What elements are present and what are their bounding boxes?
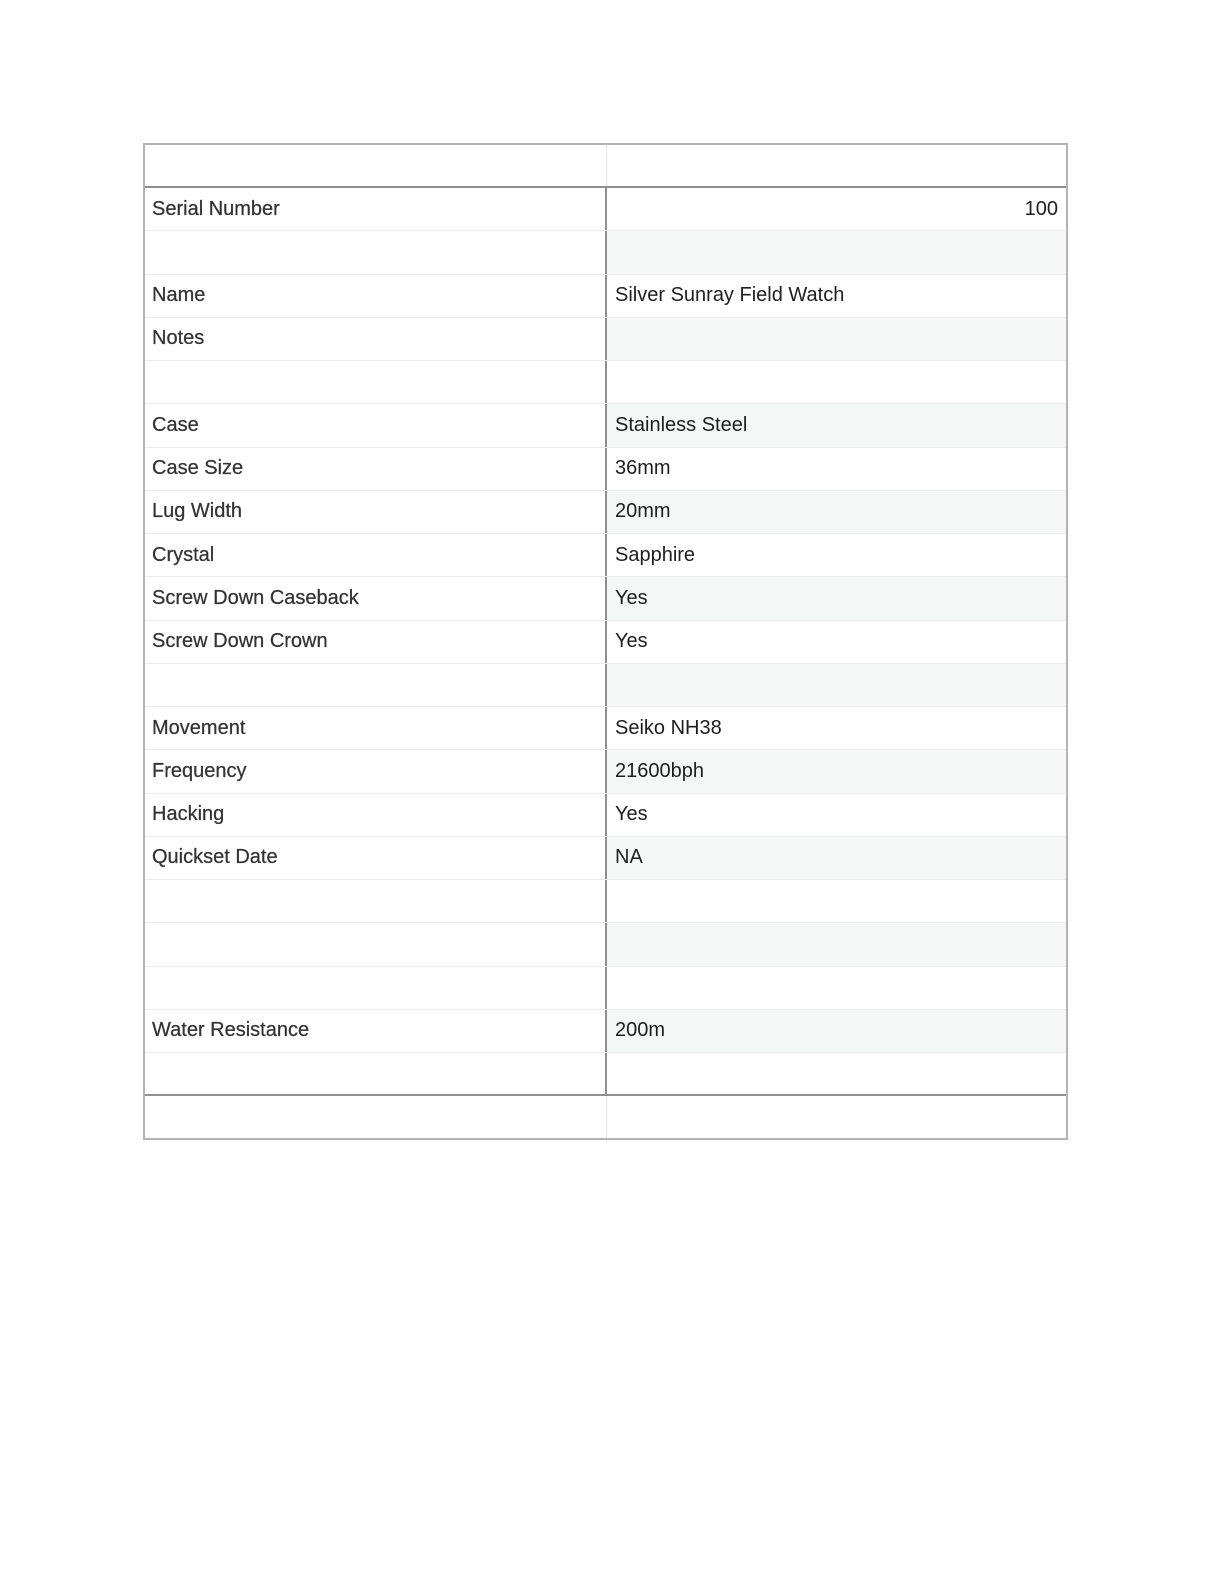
row-value-empty[interactable]	[607, 664, 1066, 706]
row-label-name[interactable]: Name	[145, 275, 607, 317]
spec-table	[143, 143, 1068, 1140]
row-value-notes[interactable]	[607, 318, 1066, 360]
header-value-cell[interactable]	[607, 145, 1066, 186]
header-key-cell[interactable]	[145, 145, 607, 186]
table-row	[145, 923, 1066, 966]
row-value-screw-down-crown[interactable]: Yes	[615, 630, 648, 653]
row-value-case[interactable]: Stainless Steel	[607, 404, 1066, 446]
row-label-screw-down-crown[interactable]: Screw Down Crown	[145, 621, 607, 663]
table-row	[145, 188, 1066, 231]
table-row	[145, 880, 1066, 923]
row-label-screw-down-caseback[interactable]: Screw Down Caseback	[145, 577, 607, 619]
row-value-case-size[interactable]: 36mm	[615, 457, 671, 480]
row-value-serial-number[interactable]: 100	[1024, 197, 1058, 220]
row-value-empty[interactable]	[607, 231, 1066, 273]
row-label-quickset-date[interactable]: Quickset Date	[145, 837, 607, 879]
row-label-empty[interactable]	[145, 361, 607, 403]
row-value-empty[interactable]	[607, 361, 1066, 403]
table-row	[145, 967, 1066, 1010]
row-value-empty[interactable]	[607, 880, 1066, 922]
row-value-empty[interactable]	[607, 1053, 1066, 1094]
row-value-movement[interactable]: Seiko NH38	[615, 716, 722, 739]
row-value-water-resistance[interactable]: 200m	[607, 1010, 1066, 1052]
row-value-frequency[interactable]: 21600bph	[607, 750, 1066, 792]
row-value-lug-width[interactable]: 20mm	[607, 491, 1066, 533]
row-label-frequency[interactable]: Frequency	[145, 750, 607, 792]
table-row	[145, 837, 1066, 880]
table-row	[145, 1053, 1066, 1096]
table-row	[145, 318, 1066, 361]
table-row	[145, 621, 1066, 664]
footer-key-cell[interactable]	[145, 1096, 607, 1138]
row-label-empty[interactable]	[145, 923, 607, 965]
row-label-lug-width[interactable]: Lug Width	[145, 491, 607, 533]
row-label-water-resistance[interactable]: Water Resistance	[145, 1010, 607, 1052]
row-value-name[interactable]: Silver Sunray Field Watch	[615, 284, 845, 307]
row-label-crystal[interactable]: Crystal	[145, 534, 607, 576]
table-row	[145, 750, 1066, 793]
row-label-empty[interactable]	[145, 967, 607, 1009]
footer-value-cell[interactable]	[607, 1096, 1066, 1138]
row-value-quickset-date[interactable]: NA	[607, 837, 1066, 879]
table-row	[145, 231, 1066, 274]
row-value-crystal[interactable]: Sapphire	[615, 543, 696, 566]
table-row	[145, 361, 1066, 404]
table-row	[145, 404, 1066, 447]
row-label-movement[interactable]: Movement	[145, 707, 607, 749]
table-row	[145, 707, 1066, 750]
row-label-serial-number[interactable]: Serial Number	[145, 188, 607, 230]
table-row	[145, 1010, 1066, 1053]
table-header-row	[145, 145, 1066, 188]
table-footer-row	[145, 1096, 1066, 1138]
row-value-empty[interactable]	[607, 923, 1066, 965]
table-row	[145, 275, 1066, 318]
row-label-empty[interactable]	[145, 664, 607, 706]
row-label-empty[interactable]	[145, 880, 607, 922]
row-label-empty[interactable]	[145, 1053, 607, 1094]
table-row	[145, 491, 1066, 534]
table-row	[145, 794, 1066, 837]
row-label-notes[interactable]: Notes	[145, 318, 607, 360]
row-label-empty[interactable]	[145, 231, 607, 273]
row-label-hacking[interactable]: Hacking	[145, 794, 607, 836]
table-row	[145, 534, 1066, 577]
table-row	[145, 664, 1066, 707]
row-value-hacking[interactable]: Yes	[615, 803, 648, 826]
row-value-screw-down-caseback[interactable]: Yes	[607, 577, 1066, 619]
row-value-empty[interactable]	[607, 967, 1066, 1009]
table-row	[145, 448, 1066, 491]
table-row	[145, 577, 1066, 620]
row-label-case-size[interactable]: Case Size	[145, 448, 607, 490]
row-label-case[interactable]: Case	[145, 404, 607, 446]
